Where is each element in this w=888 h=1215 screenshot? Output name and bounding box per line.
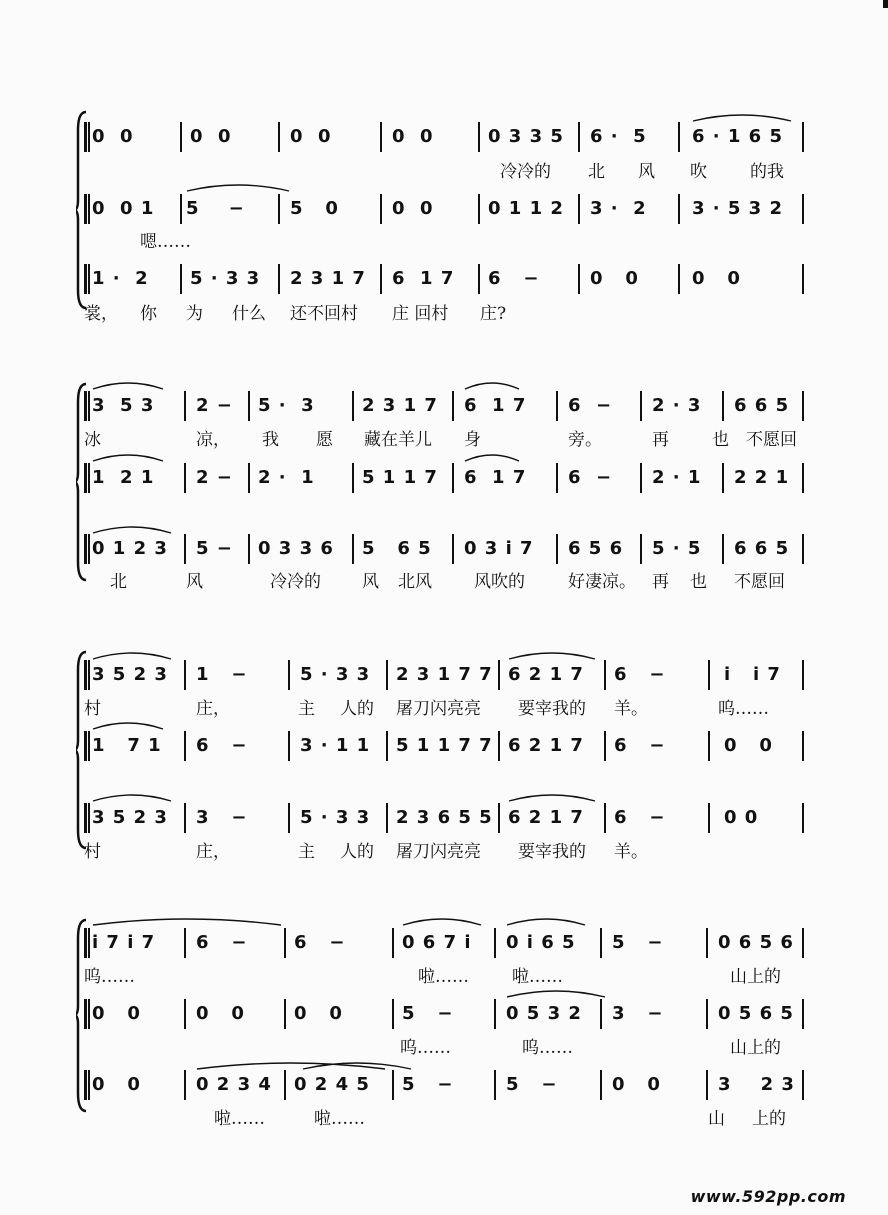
measure-notes: 0 0 [392,126,434,147]
measure-notes: 2 · 1 [258,467,315,488]
barline [452,534,454,564]
measure-notes: i i 7 [724,664,781,685]
measure-notes: 2 3 1 7 [290,268,366,289]
measure-notes: 6 2 1 7 [508,735,584,756]
scan-edge-mark [883,0,888,8]
measure-notes: 0 0 [92,126,134,147]
notation-row [0,733,888,759]
measure-notes: 0 5 6 5 [718,1003,794,1024]
measure-notes: 5 · 3 3 [190,268,261,289]
measure-notes: 5 1 1 7 [362,467,438,488]
barline [88,1070,90,1100]
barline [380,194,382,224]
lyric-text: 山上的 [730,967,781,987]
slur-mark [508,650,596,660]
system-3-brace [76,650,88,850]
measure-notes: 0 0 [612,1074,661,1095]
barline [248,463,250,493]
lyric-text: 呜…… [522,1038,573,1058]
notation-row [0,1001,888,1027]
measure-notes: 0 0 [724,735,773,756]
measure-notes: 5 · 3 [258,395,315,416]
measure-notes: 3 · 2 [590,198,647,219]
lyric-text: 身 [464,430,481,450]
measure-notes: 1 − [196,664,248,685]
measure-notes: 3 2 3 [718,1074,795,1095]
measure-notes: 5 1 1 7 7 [396,735,493,756]
measure-notes: 6 − [568,395,613,416]
lyric-text: 呜…… [718,699,769,719]
slur-mark [506,988,606,998]
barline [88,534,90,564]
barline [604,803,606,833]
lyric-text: 北风 [398,572,432,592]
lyric-text: 的我 [750,162,784,182]
lyric-text: 你 [140,304,157,324]
measure-notes: 2 − [196,467,233,488]
barline [556,391,558,421]
barline [392,999,394,1029]
barline [452,391,454,421]
lyric-text: 要宰我的 [518,699,586,719]
measure-notes: 1 7 1 [92,735,162,756]
lyric-text: 也 [712,430,729,450]
barline [706,1070,708,1100]
barline [184,463,186,493]
measure-notes: 5 − [196,538,233,559]
watermark: www.592pp.com [690,1187,846,1206]
measure-notes: 0 3 3 5 [488,126,564,147]
slur-mark [92,650,172,660]
barline [678,122,680,152]
lyrics-row [0,965,888,989]
lyrics-row [0,428,888,452]
measure-notes: 3 5 2 3 [92,664,168,685]
barline [578,122,580,152]
measure-notes: 5 − [612,932,664,953]
measure-notes: 3 − [196,807,248,828]
lyric-text: 我 [262,430,279,450]
lyric-text: 藏在羊儿 [364,430,432,450]
lyric-text: 也 [690,572,707,592]
notation-row [0,805,888,831]
lyric-text: 呜…… [400,1038,451,1058]
lyric-text: 啦…… [214,1109,265,1129]
measure-notes: 6 5 6 [568,538,624,559]
barline [802,999,804,1029]
barline [478,194,480,224]
measure-notes: 2 3 1 7 [362,395,438,416]
barline [678,194,680,224]
lyric-text: 啦…… [314,1109,365,1129]
barline [722,391,724,421]
slur-mark [302,1060,412,1070]
measure-notes: 0 6 7 i [402,932,472,953]
measure-notes: 0 2 4 5 [294,1074,370,1095]
lyric-text: 吹 [690,162,707,182]
barline [802,731,804,761]
notation-row [0,266,888,292]
measure-notes: 6 1 7 [392,268,455,289]
slur-mark [186,182,290,192]
barline [88,803,90,833]
lyric-text: 风 [638,162,655,182]
lyric-text: 庄， [196,842,230,862]
measure-notes: 6 − [294,932,346,953]
lyric-text: 风 [362,572,379,592]
measure-notes: 5 · 5 [652,538,702,559]
barline [600,1070,602,1100]
measure-notes: 0 0 [392,198,434,219]
barline [600,999,602,1029]
barline [184,928,186,958]
lyrics-row [0,160,888,184]
barline [184,660,186,690]
barline [352,534,354,564]
measure-notes: 6 2 1 7 [508,664,584,685]
lyric-text: 不愿回 [734,572,785,592]
barline [284,999,286,1029]
measure-notes: 0 0 [290,126,332,147]
barline [380,122,382,152]
measure-notes: 3 · 5 3 2 [692,198,784,219]
lyric-text: 啦…… [512,967,563,987]
lyric-text: 山 [708,1109,725,1129]
measure-notes: 0 2 3 4 [196,1074,272,1095]
barline [180,122,182,152]
lyric-text: 主 [298,842,315,862]
lyric-text: 羊。 [614,842,648,862]
barline [184,731,186,761]
measure-notes: 6 − [196,932,248,953]
measure-notes: 6 − [488,268,540,289]
barline [288,803,290,833]
system-4-brace [76,918,88,1113]
barline [802,391,804,421]
barline [386,803,388,833]
lyric-text: 还不回村 [290,304,358,324]
lyric-text: 为 [186,304,203,324]
slur-mark [508,792,596,802]
measure-notes: 3 · 1 1 [300,735,371,756]
barline [278,122,280,152]
barline [722,534,724,564]
measure-notes: 0 5 3 2 [506,1003,582,1024]
lyrics-row [0,302,888,326]
barline [392,928,394,958]
lyric-text: 村 [84,842,101,862]
barline [708,660,710,690]
lyric-text: 什么 [232,304,266,324]
measure-notes: 5 6 5 [362,538,432,559]
measure-notes: 6 1 7 [464,467,527,488]
measure-notes: 1 · 2 [92,268,149,289]
barline [722,463,724,493]
barline [802,194,804,224]
lyrics-row [0,1107,888,1131]
lyric-text: 冷冷的 [270,572,321,592]
lyric-text: 屠刀闪亮亮 [396,842,481,862]
measure-notes: 5 − [402,1074,454,1095]
measure-notes: 3 5 3 [92,395,155,416]
measure-notes: 0 3 3 6 [258,538,334,559]
barline [802,803,804,833]
lyrics-row [0,697,888,721]
lyric-text: 人的 [340,842,374,862]
barline [640,463,642,493]
measure-notes: 2 − [196,395,233,416]
barline [392,1070,394,1100]
barline [88,999,90,1029]
barline [184,803,186,833]
measure-notes: 5 − [506,1074,558,1095]
barline [802,264,804,294]
barline [88,391,90,421]
measure-notes: 0 0 [190,126,232,147]
lyric-text: 啦…… [418,967,469,987]
measure-notes: 0 0 [692,268,741,289]
barline [802,1070,804,1100]
barline [88,194,90,224]
barline [708,731,710,761]
measure-notes: i 7 i 7 [92,932,156,953]
lyric-text: 凉， [196,430,230,450]
barline [678,264,680,294]
measure-notes: 2 · 3 [652,395,702,416]
barline [604,660,606,690]
measure-notes: 6 2 1 7 [508,807,584,828]
measure-notes: 0 0 1 [92,198,155,219]
lyric-text: 呜…… [84,967,135,987]
measure-notes: 0 0 [92,1003,141,1024]
notation-row [0,1072,888,1098]
barline [352,463,354,493]
lyric-text: 山上的 [730,1038,781,1058]
barline [498,660,500,690]
notation-row [0,662,888,688]
measure-notes: 3 − [612,1003,664,1024]
barline [380,264,382,294]
barline [494,928,496,958]
measure-notes: 2 2 1 [734,467,790,488]
system-2-brace [76,382,88,582]
barline [556,534,558,564]
barline [248,534,250,564]
barline [386,731,388,761]
barline [248,391,250,421]
measure-notes: 0 0 [196,1003,245,1024]
notation-row [0,393,888,419]
barline [88,122,90,152]
barline [284,928,286,958]
barline [706,928,708,958]
lyric-text: 再 [652,430,669,450]
lyric-text: 再 [652,572,669,592]
slur-mark [92,792,172,802]
measure-notes: 0 0 [92,1074,141,1095]
barline [802,928,804,958]
barline [278,194,280,224]
system-1-brace [76,110,88,310]
measure-notes: 0 1 2 3 [92,538,168,559]
lyric-text: 人的 [340,699,374,719]
barline [88,463,90,493]
measure-notes: 0 i 6 5 [506,932,576,953]
barline [452,463,454,493]
measure-notes: 6 6 5 [734,395,790,416]
measure-notes: 5 − [186,198,245,219]
measure-notes: 6 − [614,664,666,685]
slur-mark [464,452,520,462]
lyric-text: 风吹的 [474,572,525,592]
barline [600,928,602,958]
measure-notes: 6 · 1 6 5 [692,126,784,147]
measure-notes: 0 0 [294,1003,343,1024]
barline [802,534,804,564]
measure-notes: 3 5 2 3 [92,807,168,828]
barline [706,999,708,1029]
barline [802,122,804,152]
barline [88,660,90,690]
lyric-text: 风 [186,572,203,592]
measure-notes: 1 2 1 [92,467,155,488]
measure-notes: 2 3 1 7 7 [396,664,493,685]
barline [556,463,558,493]
barline [494,999,496,1029]
lyric-text: 要宰我的 [518,842,586,862]
barline [288,731,290,761]
lyric-text: 羊。 [614,699,648,719]
measure-notes: 0 1 1 2 [488,198,564,219]
measure-notes: 5 0 [290,198,339,219]
measure-notes: 0 6 5 6 [718,932,794,953]
barline [180,264,182,294]
measure-notes: 0 3 i 7 [464,538,534,559]
barline [478,264,480,294]
lyric-text: 不愿回 [746,430,797,450]
barline [802,463,804,493]
barline [184,534,186,564]
lyric-text: 主 [298,699,315,719]
lyric-text: 愿 [316,430,333,450]
lyric-text: 庄? [480,304,507,324]
notation-row [0,930,888,956]
slur-mark [92,720,164,730]
barline [88,928,90,958]
barline [278,264,280,294]
lyrics-row [0,1036,888,1060]
barline [88,264,90,294]
lyric-text: 裳， [84,304,118,324]
lyric-text: 上的 [752,1109,786,1129]
slur-mark [92,524,172,534]
measure-notes: 5 · 3 3 [300,664,371,685]
measure-notes: 6 1 7 [464,395,527,416]
notation-row [0,196,888,222]
barline [708,803,710,833]
lyric-text: 嗯…… [140,232,191,252]
barline [184,391,186,421]
notation-row [0,124,888,150]
notation-row [0,536,888,562]
lyric-text: 冷冷的 [500,162,551,182]
slur-mark [692,112,792,122]
slur-mark [464,380,520,390]
lyrics-row [0,570,888,594]
measure-notes: 6 − [614,735,666,756]
lyric-text: 旁。 [568,430,602,450]
measure-notes: 6 · 5 [590,126,647,147]
barline [494,1070,496,1100]
barline [578,264,580,294]
lyric-text: 庄 回村 [392,304,449,324]
lyric-text: 村 [84,699,101,719]
slur-mark [92,452,164,462]
slur-mark [92,916,282,926]
barline [498,803,500,833]
barline [604,731,606,761]
measure-notes: 6 − [614,807,666,828]
barline [88,731,90,761]
measure-notes: 6 6 5 [734,538,790,559]
measure-notes: 2 3 6 5 5 [396,807,493,828]
barline [184,999,186,1029]
slur-mark [402,916,482,926]
measure-notes: 6 − [196,735,248,756]
measure-notes: 0 0 [590,268,639,289]
barline [498,731,500,761]
lyrics-row [0,230,888,254]
notation-row [0,465,888,491]
measure-notes: 2 · 1 [652,467,702,488]
measure-notes: 5 − [402,1003,454,1024]
barline [640,534,642,564]
barline [352,391,354,421]
barline [386,660,388,690]
lyric-text: 北 [588,162,605,182]
measure-notes: 6 − [568,467,613,488]
lyric-text: 屠刀闪亮亮 [396,699,481,719]
lyric-text: 冰 [84,430,101,450]
barline [180,194,182,224]
barline [284,1070,286,1100]
lyric-text: 好凄凉。 [568,572,636,592]
lyric-text: 北 [110,572,127,592]
slur-mark [92,380,164,390]
lyric-text: 庄， [196,699,230,719]
measure-notes: 0 0 [724,807,759,828]
lyrics-row [0,840,888,864]
barline [578,194,580,224]
measure-notes: 5 · 3 3 [300,807,371,828]
barline [640,391,642,421]
barline [802,660,804,690]
barline [288,660,290,690]
barline [184,1070,186,1100]
barline [478,122,480,152]
slur-mark [506,916,586,926]
